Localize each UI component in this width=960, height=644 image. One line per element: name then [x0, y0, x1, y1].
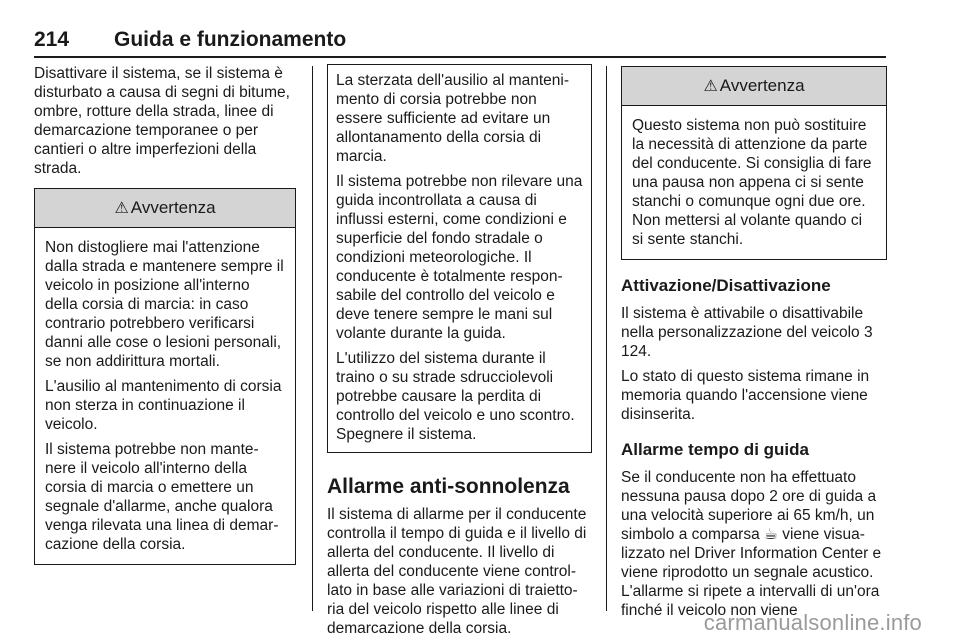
driving-time-text-continued: viene visua- lizzato nel Driver Information Center e viene riprodotto un segnale acustico. L'allarme si ripete a intervalli di un'ora finché il veicolo non viene	[621, 526, 882, 619]
subheading-activation: Attivazione/Disattivazione	[621, 276, 831, 295]
page-title: Guida e funzionamento	[114, 28, 347, 51]
warning-box-1	[34, 188, 296, 565]
warning-body	[35, 228, 295, 564]
intro-paragraph: Disattivare il sistema, se il sistema è disturbato a causa di segni di bitume, ombre, rotture della strada, linee di demarcazione temporanee o per cantieri o altre imperfezioni della strada.	[34, 65, 290, 177]
page-header	[34, 28, 886, 54]
box-paragraph: Il sistema potrebbe non rilevare una guida incontrollata a causa di influssi esterni, come condizioni e superficie del fondo stradale o condizioni meteorologiche. Il conducente è totalmente respon- sabile del controllo del veicolo e deve tenere sempre le mani sul volante durante la guida.	[336, 173, 583, 342]
warning-title: Avvertenza	[719, 76, 805, 95]
warning-title: Avvertenza	[130, 198, 216, 217]
memory-paragraph: Lo stato di questo sistema rimane in memoria quando l'accensione viene disinserita.	[621, 368, 870, 423]
box-paragraph: La sterzata dell'ausilio al manteni- mento di corsia potrebbe non essere sufficiente ad evitare un allontanamento della corsia di marcia.	[336, 72, 569, 165]
page-reference: 124.	[621, 343, 652, 360]
column-3	[621, 64, 887, 626]
page-number: 214	[34, 28, 70, 51]
warning-continuation-box	[327, 64, 592, 453]
activation-paragraph	[621, 304, 887, 361]
box-paragraph: L'utilizzo del sistema durante il traino o su strade sdrucciolevoli potrebbe causare la perdita di controllo del veicolo e uno scontro. Spegnere il sistema.	[336, 350, 575, 443]
page-reference-icon: 3	[864, 324, 873, 341]
warning-icon: ⚠	[703, 78, 718, 95]
coffee-cup-icon: ☕	[764, 526, 778, 543]
warning-icon: ⚠	[114, 200, 129, 217]
header-rule	[34, 56, 886, 58]
column-1	[34, 64, 296, 565]
activation-text: Il sistema è attivabile o disattivabile nella personalizzazione del veicolo	[621, 305, 864, 341]
warning-paragraph: Non distogliere mai l'attenzione dalla strada e mantenere sempre il veicolo in posizione all'interno della corsia di marcia: in caso contrario potrebbero verificarsi danni alle cose o lesioni personali, se non addirittura mortali.	[45, 239, 284, 370]
warning-header	[622, 67, 886, 106]
column-divider-2	[606, 66, 607, 611]
warning-paragraph: Il sistema potrebbe non mante- nere il veicolo all'interno della corsia di marcia o emettere un segnale d'allarme, anche qualora venga rilevata una linea di demar- cazione della corsia.	[45, 441, 279, 553]
section-heading: Allarme anti-sonnolenza	[327, 475, 570, 498]
subheading-driving-time: Allarme tempo di guida	[621, 440, 809, 459]
driving-time-text: Se il conducente non ha effettuato nessuna pausa dopo 2 ore di guida a una velocità superiore ai 65 km/h, un simbolo a comparsa	[621, 469, 877, 543]
warning-paragraph: Questo sistema non può sostituire la necessità di attenzione da parte del conducente. Si consiglia di fare una pausa non appena ci si sente stanchi o comunque ogni due ore. Non mettersi al volante quando ci si sente stanchi.	[632, 117, 872, 248]
column-divider-1	[312, 66, 313, 611]
warning-paragraph: L'ausilio al mantenimento di corsia non sterza in continuazione il veicolo.	[45, 378, 282, 433]
section-paragraph: Il sistema di allarme per il conducente controlla il tempo di guida e il livello di allerta del conducente. Il livello di allerta del conducente viene control- lato in base alle variazioni di traietto- ria del veicolo rispetto alle linee di demarcazione della corsia.	[327, 506, 587, 637]
driving-time-paragraph	[621, 468, 887, 620]
warning-body	[622, 106, 886, 259]
column-2	[327, 64, 592, 644]
watermark: carmanualsonline.info	[703, 610, 922, 635]
warning-header	[35, 189, 295, 228]
warning-box-2	[621, 66, 887, 260]
